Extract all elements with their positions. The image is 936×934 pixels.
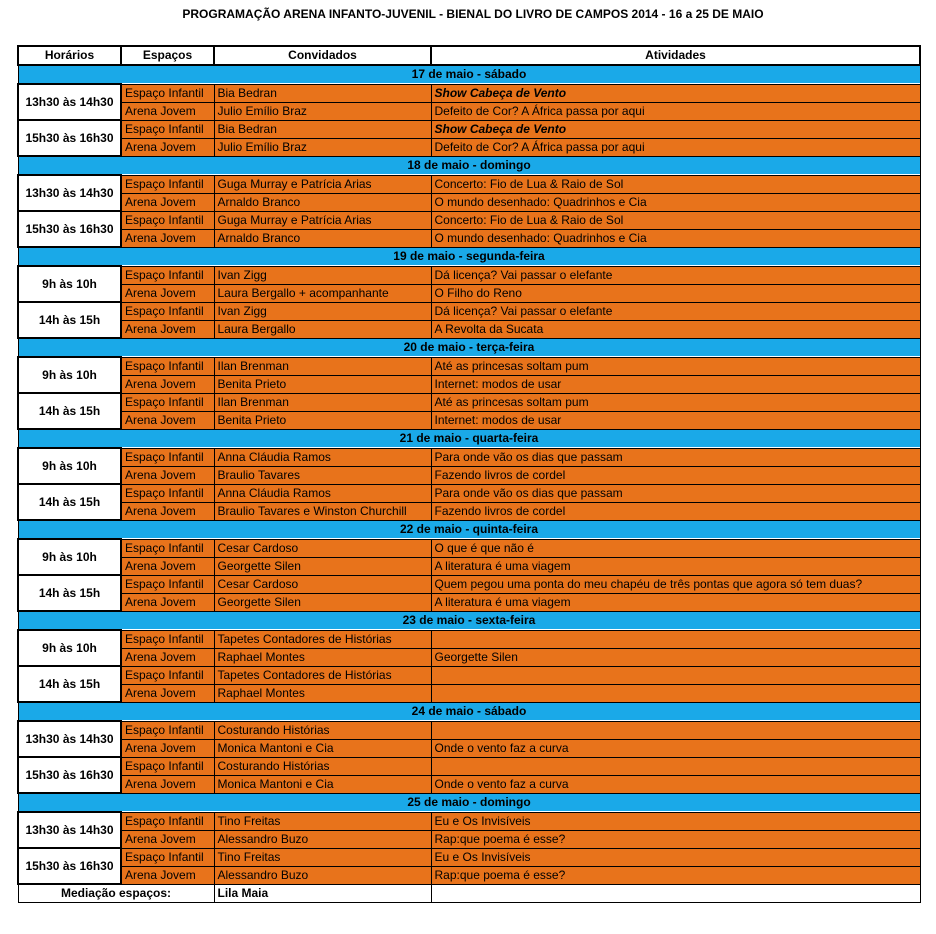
- activity-name: Até as princesas soltam pum: [431, 393, 920, 411]
- header-convidados: Convidados: [214, 46, 431, 65]
- time-slot: 9h às 10h: [18, 539, 121, 575]
- activity-name: Defeito de Cor? A África passa por aqui: [431, 102, 920, 120]
- schedule-row: [18, 393, 920, 411]
- day-row: [18, 429, 920, 448]
- activity-name: Eu e Os Invisíveis: [431, 812, 920, 830]
- space-name: Espaço Infantil: [121, 175, 214, 193]
- footer-empty: [431, 884, 920, 903]
- footer-row: [18, 884, 920, 903]
- activity-name: Show Cabeça de Vento: [431, 120, 920, 138]
- schedule-row: [18, 284, 920, 302]
- activity-name: A literatura é uma viagem: [431, 593, 920, 611]
- schedule-row: [18, 721, 920, 739]
- space-name: Arena Jovem: [121, 138, 214, 156]
- schedule-row: [18, 302, 920, 320]
- activity-name: [431, 721, 920, 739]
- schedule-row: [18, 357, 920, 375]
- schedule-row: [18, 575, 920, 593]
- schedule-row: [18, 120, 920, 138]
- schedule-row: [18, 175, 920, 193]
- time-slot: 13h30 às 14h30: [18, 175, 121, 211]
- activity-name: Rap:que poema é esse?: [431, 830, 920, 848]
- space-name: Arena Jovem: [121, 502, 214, 520]
- space-name: Arena Jovem: [121, 411, 214, 429]
- guest-name: Ivan Zigg: [214, 266, 431, 284]
- time-slot: 15h30 às 16h30: [18, 757, 121, 793]
- guest-name: Ilan Brenman: [214, 393, 431, 411]
- guest-name: Monica Mantoni e Cia: [214, 739, 431, 757]
- activity-name: Concerto: Fio de Lua & Raio de Sol: [431, 211, 920, 229]
- schedule-row: [18, 193, 920, 211]
- schedule-row: [18, 830, 920, 848]
- day-row: [18, 338, 920, 357]
- activity-name: Para onde vão os dias que passam: [431, 484, 920, 502]
- schedule-row: [18, 266, 920, 284]
- space-name: Espaço Infantil: [121, 448, 214, 466]
- schedule-row: [18, 739, 920, 757]
- guest-name: Guga Murray e Patrícia Arias: [214, 175, 431, 193]
- activity-name: Fazendo livros de cordel: [431, 502, 920, 520]
- guest-name: Bia Bedran: [214, 84, 431, 102]
- activity-name: A Revolta da Sucata: [431, 320, 920, 338]
- space-name: Espaço Infantil: [121, 757, 214, 775]
- space-name: Arena Jovem: [121, 557, 214, 575]
- space-name: Espaço Infantil: [121, 666, 214, 684]
- guest-name: Arnaldo Branco: [214, 193, 431, 211]
- schedule-row: [18, 502, 920, 520]
- guest-name: Tapetes Contadores de Histórias: [214, 630, 431, 648]
- day-row: [18, 247, 920, 266]
- schedule-row: [18, 448, 920, 466]
- day-label: 19 de maio - segunda-feira: [18, 247, 920, 266]
- activity-name: O que é que não é: [431, 539, 920, 557]
- guest-name: Ivan Zigg: [214, 302, 431, 320]
- schedule-row: [18, 630, 920, 648]
- guest-name: Raphael Montes: [214, 684, 431, 702]
- activity-name: Internet: modos de usar: [431, 411, 920, 429]
- activity-name: O mundo desenhado: Quadrinhos e Cia: [431, 193, 920, 211]
- guest-name: Tino Freitas: [214, 848, 431, 866]
- activity-name: O mundo desenhado: Quadrinhos e Cia: [431, 229, 920, 247]
- schedule-row: [18, 229, 920, 247]
- activity-name: [431, 757, 920, 775]
- activity-name: Onde o vento faz a curva: [431, 775, 920, 793]
- space-name: Espaço Infantil: [121, 120, 214, 138]
- guest-name: Tapetes Contadores de Histórias: [214, 666, 431, 684]
- guest-name: Bia Bedran: [214, 120, 431, 138]
- guest-name: Braulio Tavares: [214, 466, 431, 484]
- schedule-row: [18, 757, 920, 775]
- guest-name: Anna Cláudia Ramos: [214, 448, 431, 466]
- activity-name: Defeito de Cor? A África passa por aqui: [431, 138, 920, 156]
- space-name: Arena Jovem: [121, 320, 214, 338]
- activity-name: Internet: modos de usar: [431, 375, 920, 393]
- schedule-row: [18, 648, 920, 666]
- schedule-table: [17, 45, 921, 903]
- day-row: [18, 65, 920, 84]
- schedule-body: [18, 65, 920, 884]
- schedule-row: [18, 775, 920, 793]
- schedule-row: [18, 84, 920, 102]
- guest-name: Julio Emílio Braz: [214, 138, 431, 156]
- space-name: Espaço Infantil: [121, 812, 214, 830]
- time-slot: 9h às 10h: [18, 266, 121, 302]
- header-row: [18, 46, 920, 65]
- space-name: Arena Jovem: [121, 375, 214, 393]
- activity-name: [431, 684, 920, 702]
- space-name: Arena Jovem: [121, 684, 214, 702]
- header-horarios: Horários: [18, 46, 121, 65]
- day-label: 23 de maio - sexta-feira: [18, 611, 920, 630]
- space-name: Arena Jovem: [121, 648, 214, 666]
- activity-name: Eu e Os Invisíveis: [431, 848, 920, 866]
- space-name: Arena Jovem: [121, 866, 214, 884]
- guest-name: Laura Bergallo: [214, 320, 431, 338]
- guest-name: Monica Mantoni e Cia: [214, 775, 431, 793]
- activity-name: [431, 666, 920, 684]
- activity-name: Dá licença? Vai passar o elefante: [431, 266, 920, 284]
- space-name: Espaço Infantil: [121, 84, 214, 102]
- day-label: 21 de maio - quarta-feira: [18, 429, 920, 448]
- space-name: Espaço Infantil: [121, 848, 214, 866]
- guest-name: Anna Cláudia Ramos: [214, 484, 431, 502]
- schedule-row: [18, 593, 920, 611]
- space-name: Espaço Infantil: [121, 575, 214, 593]
- guest-name: Ilan Brenman: [214, 357, 431, 375]
- day-label: 24 de maio - sábado: [18, 702, 920, 721]
- time-slot: 9h às 10h: [18, 357, 121, 393]
- guest-name: Benita Prieto: [214, 411, 431, 429]
- schedule-row: [18, 812, 920, 830]
- time-slot: 13h30 às 14h30: [18, 812, 121, 848]
- guest-name: Tino Freitas: [214, 812, 431, 830]
- activity-name: Até as princesas soltam pum: [431, 357, 920, 375]
- header-atividades: Atividades: [431, 46, 920, 65]
- day-row: [18, 520, 920, 539]
- activity-name: Fazendo livros de cordel: [431, 466, 920, 484]
- guest-name: Raphael Montes: [214, 648, 431, 666]
- space-name: Espaço Infantil: [121, 630, 214, 648]
- header-espacos: Espaços: [121, 46, 214, 65]
- schedule-row: [18, 684, 920, 702]
- guest-name: Benita Prieto: [214, 375, 431, 393]
- space-name: Espaço Infantil: [121, 266, 214, 284]
- space-name: Arena Jovem: [121, 830, 214, 848]
- guest-name: Cesar Cardoso: [214, 539, 431, 557]
- schedule-row: [18, 211, 920, 229]
- space-name: Espaço Infantil: [121, 484, 214, 502]
- schedule-row: [18, 484, 920, 502]
- schedule-row: [18, 102, 920, 120]
- space-name: Arena Jovem: [121, 739, 214, 757]
- activity-name: Rap:que poema é esse?: [431, 866, 920, 884]
- space-name: Espaço Infantil: [121, 357, 214, 375]
- time-slot: 14h às 15h: [18, 666, 121, 702]
- schedule-row: [18, 666, 920, 684]
- schedule-row: [18, 320, 920, 338]
- activity-name: [431, 630, 920, 648]
- guest-name: Guga Murray e Patrícia Arias: [214, 211, 431, 229]
- space-name: Arena Jovem: [121, 284, 214, 302]
- guest-name: Alessandro Buzo: [214, 866, 431, 884]
- activity-name: Quem pegou uma ponta do meu chapéu de três pontas que agora só tem duas?: [431, 575, 920, 593]
- guest-name: Georgette Silen: [214, 593, 431, 611]
- activity-name: A literatura é uma viagem: [431, 557, 920, 575]
- guest-name: Georgette Silen: [214, 557, 431, 575]
- page-title: PROGRAMAÇÃO ARENA INFANTO-JUVENIL - BIENAL DO LIVRO DE CAMPOS 2014 - 16 a 25 DE MAIO: [182, 7, 764, 21]
- day-label: 18 de maio - domingo: [18, 156, 920, 175]
- activity-name: Georgette Silen: [431, 648, 920, 666]
- activity-name: Dá licença? Vai passar o elefante: [431, 302, 920, 320]
- space-name: Espaço Infantil: [121, 393, 214, 411]
- guest-name: Costurando Histórias: [214, 757, 431, 775]
- time-slot: 14h às 15h: [18, 393, 121, 429]
- space-name: Espaço Infantil: [121, 302, 214, 320]
- time-slot: 15h30 às 16h30: [18, 211, 121, 247]
- mediation-label: Mediação espaços:: [18, 884, 214, 903]
- activity-name: Onde o vento faz a curva: [431, 739, 920, 757]
- space-name: Espaço Infantil: [121, 211, 214, 229]
- activity-name: O Filho do Reno: [431, 284, 920, 302]
- mediation-value: Lila Maia: [214, 884, 431, 903]
- day-row: [18, 156, 920, 175]
- space-name: Arena Jovem: [121, 775, 214, 793]
- time-slot: 14h às 15h: [18, 302, 121, 338]
- schedule-row: [18, 866, 920, 884]
- space-name: Arena Jovem: [121, 593, 214, 611]
- space-name: Arena Jovem: [121, 229, 214, 247]
- time-slot: 13h30 às 14h30: [18, 721, 121, 757]
- schedule-row: [18, 375, 920, 393]
- space-name: Espaço Infantil: [121, 721, 214, 739]
- space-name: Espaço Infantil: [121, 539, 214, 557]
- space-name: Arena Jovem: [121, 102, 214, 120]
- guest-name: Cesar Cardoso: [214, 575, 431, 593]
- activity-name: Show Cabeça de Vento: [431, 84, 920, 102]
- day-label: 20 de maio - terça-feira: [18, 338, 920, 357]
- guest-name: Julio Emílio Braz: [214, 102, 431, 120]
- schedule-row: [18, 539, 920, 557]
- schedule-row: [18, 466, 920, 484]
- time-slot: 9h às 10h: [18, 630, 121, 666]
- time-slot: 15h30 às 16h30: [18, 848, 121, 884]
- schedule-row: [18, 411, 920, 429]
- schedule-row: [18, 557, 920, 575]
- time-slot: 14h às 15h: [18, 575, 121, 611]
- day-row: [18, 702, 920, 721]
- schedule-row: [18, 138, 920, 156]
- day-row: [18, 611, 920, 630]
- guest-name: Braulio Tavares e Winston Churchill: [214, 502, 431, 520]
- day-label: 17 de maio - sábado: [18, 65, 920, 84]
- day-row: [18, 793, 920, 812]
- time-slot: 14h às 15h: [18, 484, 121, 520]
- guest-name: Laura Bergallo + acompanhante: [214, 284, 431, 302]
- activity-name: Para onde vão os dias que passam: [431, 448, 920, 466]
- day-label: 22 de maio - quinta-feira: [18, 520, 920, 539]
- time-slot: 15h30 às 16h30: [18, 120, 121, 156]
- space-name: Arena Jovem: [121, 466, 214, 484]
- space-name: Arena Jovem: [121, 193, 214, 211]
- day-label: 25 de maio - domingo: [18, 793, 920, 812]
- guest-name: Alessandro Buzo: [214, 830, 431, 848]
- guest-name: Arnaldo Branco: [214, 229, 431, 247]
- time-slot: 9h às 10h: [18, 448, 121, 484]
- activity-name: Concerto: Fio de Lua & Raio de Sol: [431, 175, 920, 193]
- time-slot: 13h30 às 14h30: [18, 84, 121, 120]
- guest-name: Costurando Histórias: [214, 721, 431, 739]
- schedule-row: [18, 848, 920, 866]
